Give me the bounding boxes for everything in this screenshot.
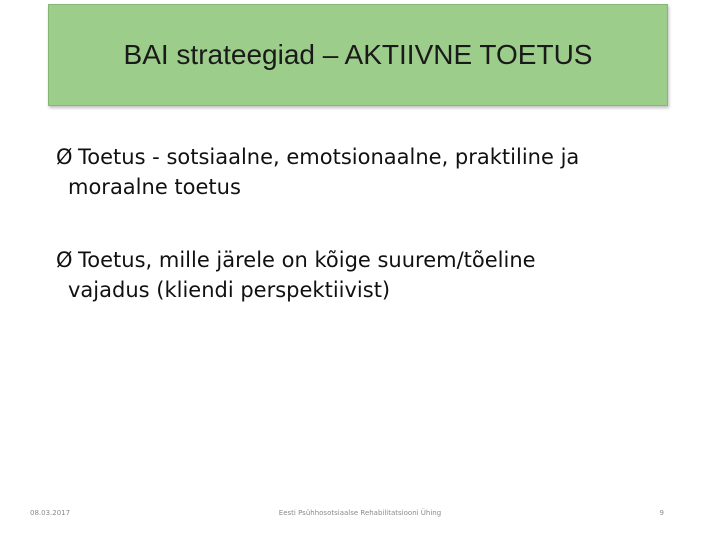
bullet-line: Toetus - sotsiaalne, emotsionaalne, praktiline ja [78,145,580,169]
bullet-line: vajadus (kliendi perspektiivist) [68,278,391,302]
bullet-text [68,142,580,202]
bullet-line: moraalne toetus [68,175,241,199]
bullet-line: Toetus, mille järele on kõige suurem/tõeline [78,248,536,272]
footer-date: 08.03.2017 [30,509,71,517]
slide-title-box [48,4,668,106]
arrow-bullet-icon: Ø [56,248,73,272]
bullet-text [68,245,536,305]
slide-title: BAI strateegiad – AKTIIVNE TOETUS [123,39,593,70]
footer-organization: Eesti Psühhosotsiaalse Rehabilitatsiooni Ühing [278,509,442,517]
footer-page-number: 9 [659,509,664,517]
arrow-bullet-icon: Ø [56,145,73,169]
bullet-item [56,245,676,305]
bullet-list [56,142,676,348]
bullet-item [56,142,676,202]
